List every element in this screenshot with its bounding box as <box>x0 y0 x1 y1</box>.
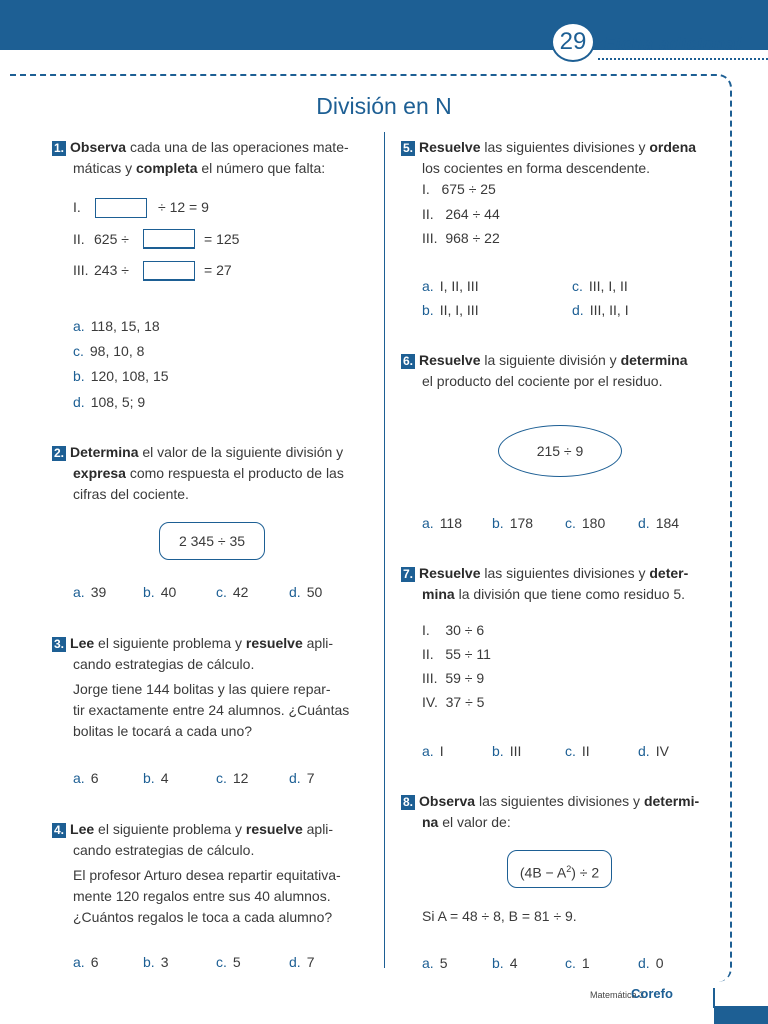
option-b[interactable]: b. 178 <box>492 515 534 531</box>
expression-box: $(4B - A^2) \div 2$ <box>507 850 612 888</box>
prompt-text: la división que tiene como residuo 5. <box>454 586 686 602</box>
answer-blank[interactable] <box>143 229 195 249</box>
item-expression: = 27 <box>204 262 232 278</box>
keyword: resuelve <box>245 635 303 651</box>
question-number: 5. <box>403 141 414 155</box>
keyword: resuelve <box>245 821 303 837</box>
division-item: I. 675 ÷ 25 <box>422 181 496 197</box>
option-c[interactable]: c. 12 <box>216 770 249 786</box>
option-c[interactable]: c. III, I, II <box>572 278 628 294</box>
keyword: Resuelve <box>419 352 481 368</box>
question-5-prompt <box>401 137 717 179</box>
prompt-text: cada una de las operaciones mate- <box>126 139 349 155</box>
division-item: III. 59 ÷ 9 <box>422 670 485 686</box>
keyword: Lee <box>70 821 95 837</box>
division-expression-box: 2 345 ÷ 35 <box>159 522 265 560</box>
prompt-text: como respuesta el producto de las <box>125 465 344 481</box>
option-b[interactable]: b. 4 <box>492 955 518 971</box>
option-d[interactable]: d. 0 <box>638 955 664 971</box>
option-d[interactable]: d. 50 <box>289 584 323 600</box>
header-divider <box>598 58 768 60</box>
keyword: Observa <box>70 139 127 155</box>
question-number: 7. <box>403 567 414 581</box>
prompt-text: el número que falta: <box>197 160 326 176</box>
prompt-text: cando estrategias de cálculo. <box>73 842 255 858</box>
footer-bar <box>714 1006 768 1024</box>
option-b[interactable]: b. 3 <box>143 954 169 970</box>
prompt-text: el producto del cociente por el residuo. <box>422 373 663 389</box>
prompt-text: el siguiente problema y <box>94 635 246 651</box>
keyword: determina <box>620 352 688 368</box>
item-label: II. <box>73 231 85 247</box>
option-c[interactable]: c. 42 <box>216 584 249 600</box>
sheet-title: Ficha adicional <box>604 34 742 54</box>
question-2-prompt <box>52 442 368 505</box>
option-d[interactable]: d. 184 <box>638 515 680 531</box>
option-d[interactable]: d. 108, 5; 9 <box>73 394 146 410</box>
keyword: mina <box>422 586 455 602</box>
division-expression-ellipse: 215 ÷ 9 <box>498 425 622 477</box>
question-number: 8. <box>403 795 414 809</box>
keyword: Observa <box>419 793 476 809</box>
footer-divider <box>713 988 715 1008</box>
option-a[interactable]: a. I, II, III <box>422 278 479 294</box>
prompt-text: cando estrategias de cálculo. <box>73 656 255 672</box>
option-c[interactable]: c. 180 <box>565 515 606 531</box>
problem-text: bolitas le tocará a cada uno? <box>73 723 253 739</box>
division-item: I. 30 ÷ 6 <box>422 622 485 638</box>
question-number: 3. <box>54 637 65 651</box>
question-3-prompt <box>52 633 368 742</box>
question-number: 2. <box>54 446 65 460</box>
option-b[interactable]: b. II, I, III <box>422 302 479 318</box>
option-a[interactable]: a. 6 <box>73 770 99 786</box>
prompt-text: las siguientes divisiones y <box>475 793 644 809</box>
prompt-text: las siguientes divisiones y <box>480 565 650 581</box>
keyword: Determina <box>70 444 139 460</box>
footer-brand: Corefo <box>631 986 673 1001</box>
keyword: Resuelve <box>419 565 481 581</box>
option-c[interactable]: c. 98, 10, 8 <box>73 343 145 359</box>
prompt-text: el valor de la siguiente división y <box>138 444 344 460</box>
prompt-text: los cocientes en forma descendente. <box>422 160 651 176</box>
answer-blank[interactable] <box>95 198 147 218</box>
option-d[interactable]: d. 7 <box>289 954 315 970</box>
option-a[interactable]: a. 118, 15, 18 <box>73 318 160 334</box>
question-number: 6. <box>403 354 414 368</box>
item-label: I. <box>73 199 81 215</box>
question-7-prompt <box>401 563 717 605</box>
problem-text: Jorge tiene 144 bolitas y las quiere repar- <box>73 681 331 697</box>
option-a[interactable]: a. 6 <box>73 954 99 970</box>
option-d[interactable]: d. 7 <box>289 770 315 786</box>
item-expression: 243 ÷ <box>94 262 129 278</box>
option-d[interactable]: d. III, II, I <box>572 302 629 318</box>
option-b[interactable]: b. 4 <box>143 770 169 786</box>
keyword: na <box>422 814 439 830</box>
division-item: IV. 37 ÷ 5 <box>422 694 485 710</box>
option-b[interactable]: b. 40 <box>143 584 177 600</box>
question-number: 4. <box>54 823 65 837</box>
keyword: ordena <box>649 139 697 155</box>
keyword: expresa <box>73 465 126 481</box>
item-expression: 625 ÷ <box>94 231 129 247</box>
problem-text: ¿Cuántos regalos le toca a cada alumno? <box>73 909 333 925</box>
problem-text: tir exactamente entre 24 alumnos. ¿Cuántas <box>73 702 350 718</box>
keyword: Resuelve <box>419 139 481 155</box>
answer-blank[interactable] <box>143 261 195 281</box>
prompt-text: el valor de: <box>438 814 511 830</box>
option-a[interactable]: a. 118 <box>422 515 463 531</box>
option-c[interactable]: c. 1 <box>565 955 590 971</box>
prompt-text: apli- <box>302 821 334 837</box>
keyword: determi- <box>643 793 700 809</box>
question-8-prompt <box>401 791 717 833</box>
division-item: III. 968 ÷ 22 <box>422 230 500 246</box>
item-expression: = 125 <box>204 231 240 247</box>
column-divider <box>384 132 385 968</box>
keyword: completa <box>136 160 198 176</box>
option-d[interactable]: d. IV <box>638 743 669 759</box>
question-4-prompt <box>52 819 368 928</box>
division-item: II. 55 ÷ 11 <box>422 646 491 662</box>
option-a[interactable]: a. I <box>422 743 444 759</box>
prompt-text: las siguientes divisiones y <box>480 139 650 155</box>
prompt-text: máticas y <box>73 160 137 176</box>
option-b[interactable]: b. III <box>492 743 522 759</box>
prompt-text: el siguiente problema y <box>94 821 246 837</box>
footer-subject: Matemática 3 <box>590 990 645 1000</box>
question-number: 1. <box>54 141 65 155</box>
option-c[interactable]: c. 5 <box>216 954 241 970</box>
item-label: III. <box>73 262 89 278</box>
given-values: Si A = 48 ÷ 8, B = 81 ÷ 9. <box>422 908 577 924</box>
prompt-text: apli- <box>302 635 334 651</box>
option-a[interactable]: a. 5 <box>422 955 448 971</box>
option-a[interactable]: a. 39 <box>73 584 107 600</box>
item-expression: ÷ 12 = 9 <box>158 199 209 215</box>
question-6-prompt <box>401 350 717 392</box>
division-item: II. 264 ÷ 44 <box>422 206 500 222</box>
keyword: deter- <box>649 565 689 581</box>
problem-text: El profesor Arturo desea repartir equitativa- <box>73 867 341 883</box>
question-1-prompt <box>52 137 368 179</box>
page-title: División en N <box>316 93 452 119</box>
problem-text: mente 120 regalos entre sus 40 alumnos. <box>73 888 331 904</box>
keyword: Lee <box>70 635 95 651</box>
prompt-text: cifras del cociente. <box>73 486 189 502</box>
option-c[interactable]: c. II <box>565 743 590 759</box>
option-b[interactable]: b. 120, 108, 15 <box>73 368 169 384</box>
prompt-text: la siguiente división y <box>480 352 621 368</box>
page-number: 29 <box>559 28 587 55</box>
